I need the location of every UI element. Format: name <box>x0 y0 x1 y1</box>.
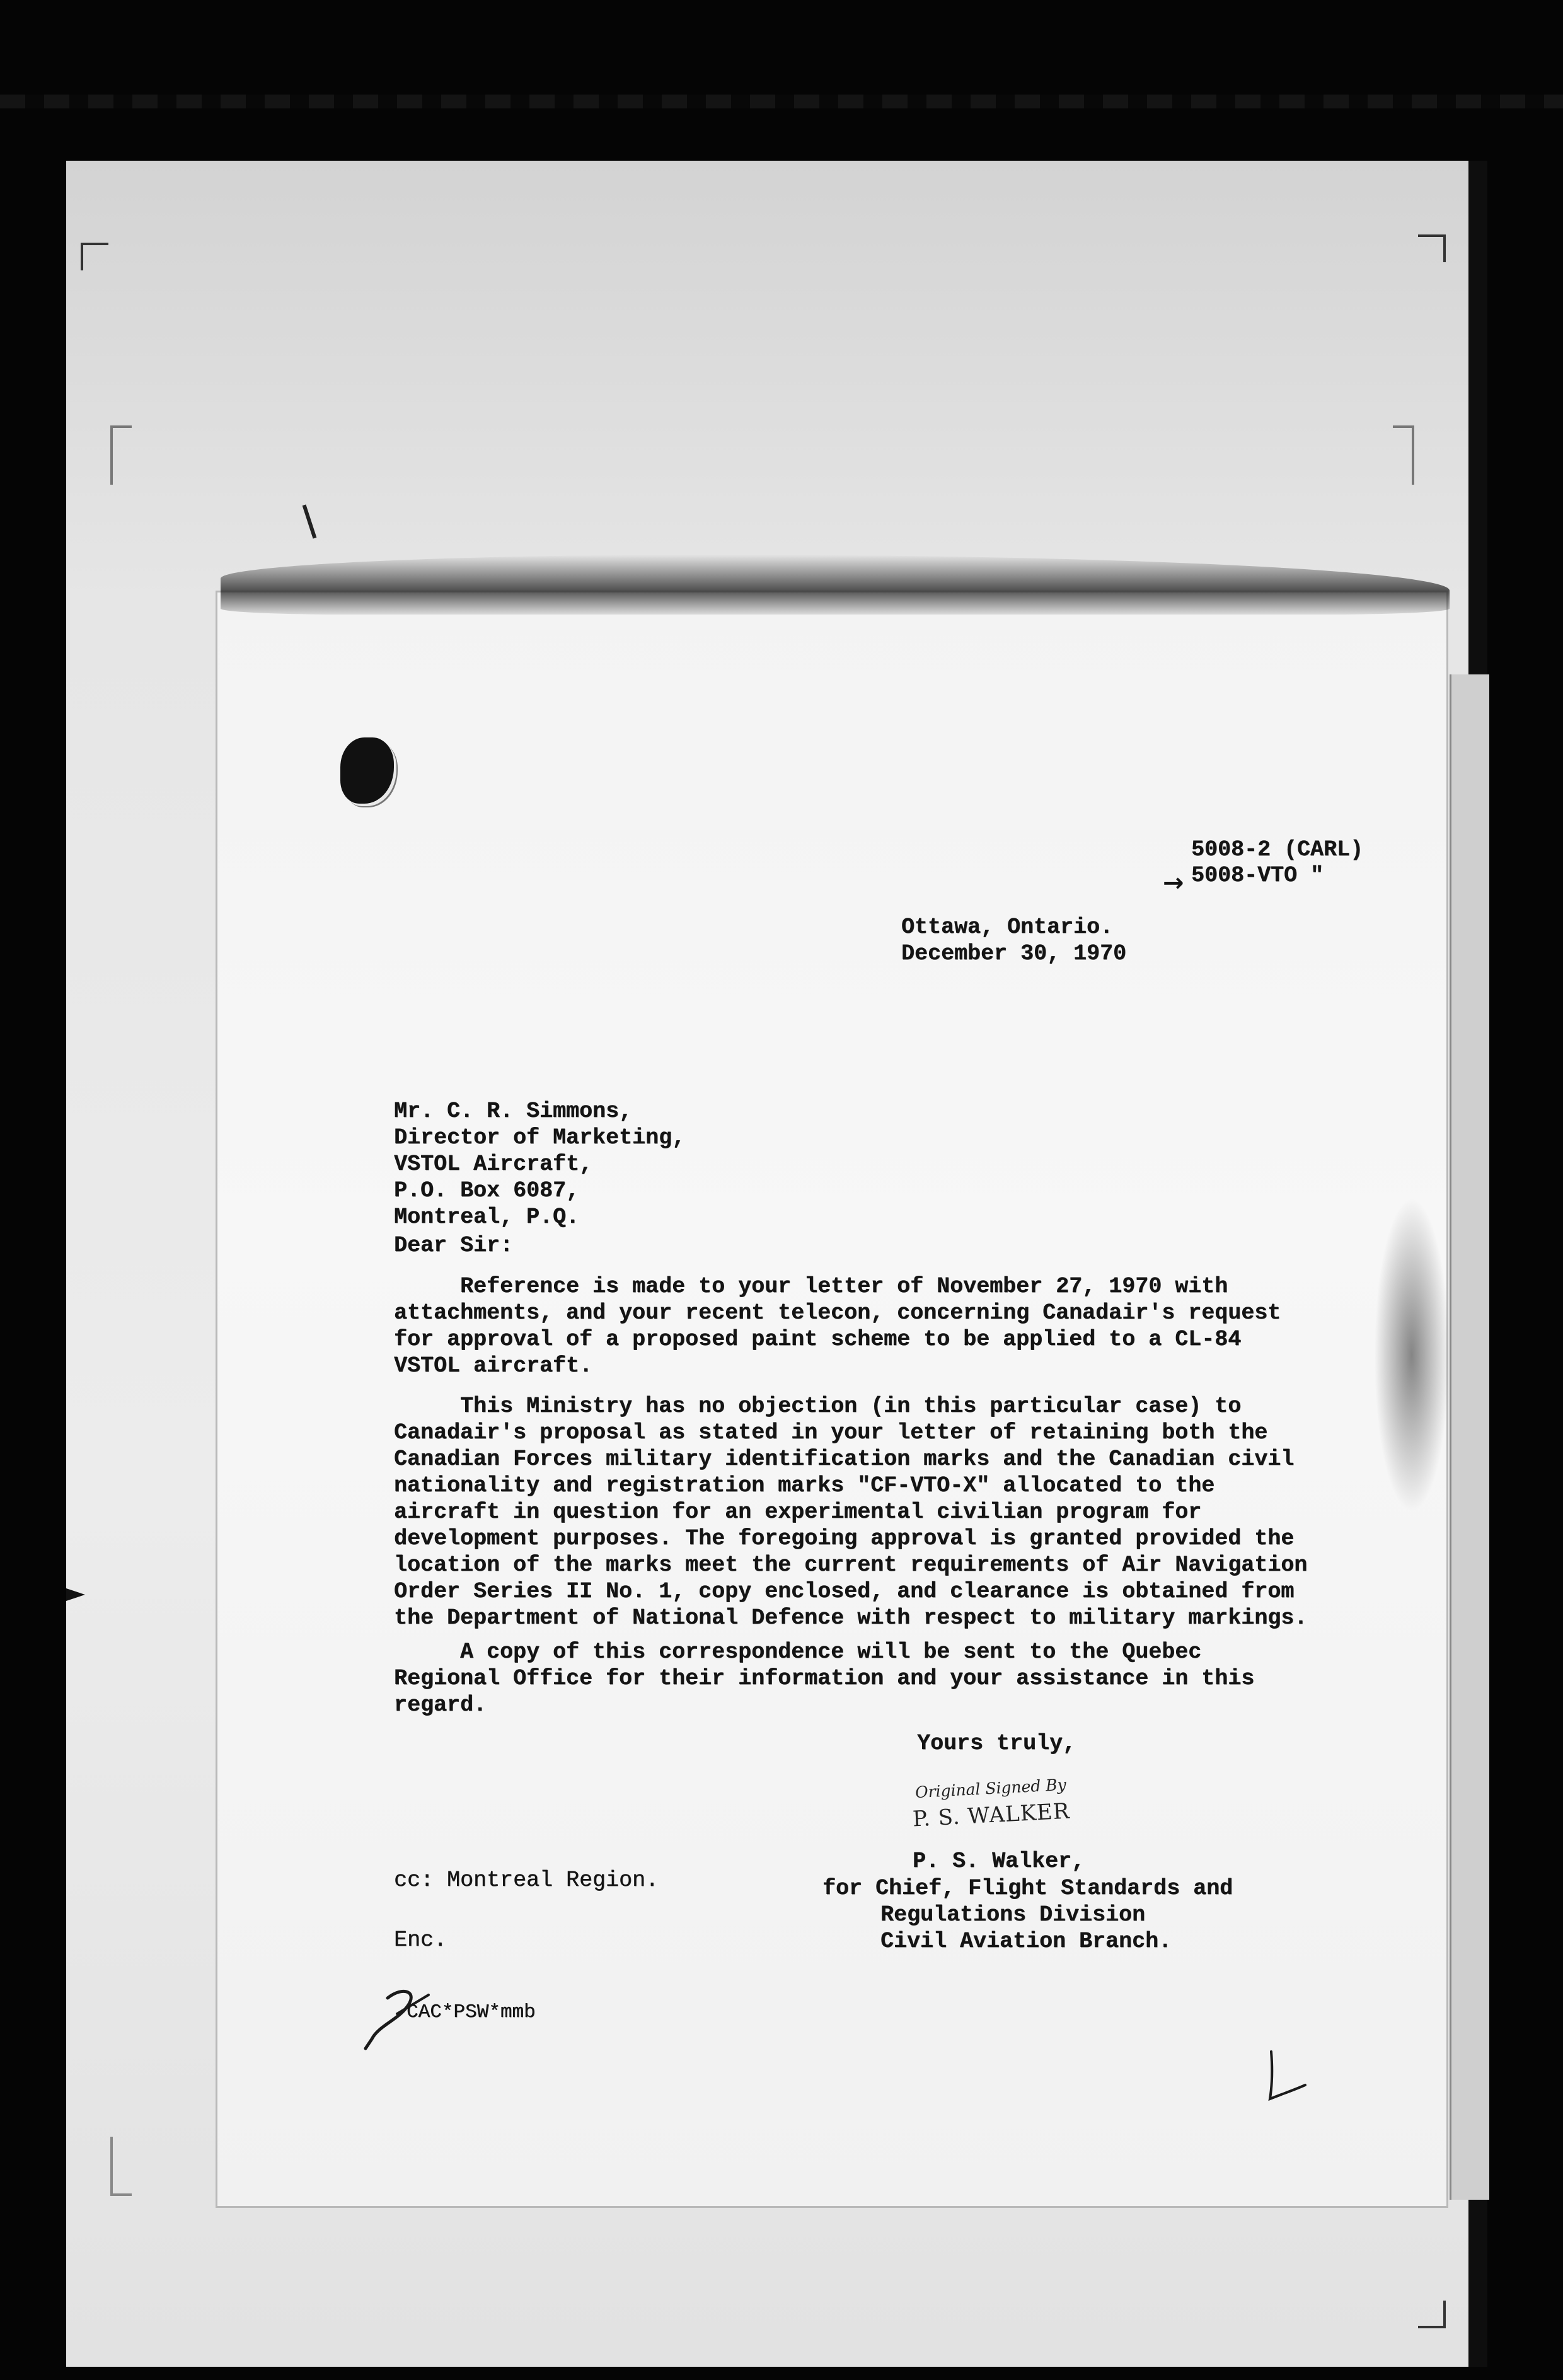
recipient-line: Mr. C. R. Simmons, <box>394 1099 633 1124</box>
typist-initials: CAC*PSW*mmb <box>407 2001 536 2023</box>
recipient-address <box>394 1098 685 1230</box>
bracket-mark-bottom-left <box>110 2137 132 2196</box>
recipient-line: Director of Marketing, <box>394 1125 686 1150</box>
bracket-mark-left <box>110 425 132 485</box>
signer-division: Regulations Division <box>880 1902 1146 1927</box>
corner-mark-top-left <box>81 243 108 270</box>
film-strip-edge <box>0 95 1563 108</box>
salutation: Dear Sir: <box>394 1233 514 1258</box>
closing: Yours truly, <box>917 1731 1076 1756</box>
corner-mark-bottom-right <box>1418 2301 1446 2328</box>
underlying-page-edge <box>1450 674 1489 2200</box>
page-smudge <box>1374 1198 1450 1513</box>
corner-mark-top-right <box>1418 234 1446 262</box>
arrow-mark-icon: → <box>1163 869 1184 898</box>
enclosure-note: Enc. <box>394 1927 447 1953</box>
signer-branch: Civil Aviation Branch. <box>880 1929 1172 1954</box>
carbon-copy-line: cc: Montreal Region. <box>394 1868 659 1893</box>
body-paragraph-3: A copy of this correspondence will be sent to the Quebec Regional Office for their information and your assistance in this regard. <box>394 1639 1255 1718</box>
letter-date: December 30, 1970 <box>901 941 1127 966</box>
recipient-line: VSTOL Aircraft, <box>394 1152 593 1177</box>
signature-stamp-name: P. S. WALKER <box>912 1798 1071 1832</box>
signature-stamp-line: Original Signed By <box>914 1775 1067 1802</box>
file-reference-2: 5008-VTO " <box>1191 863 1324 888</box>
signer-title: for Chief, Flight Standards and <box>822 1876 1233 1901</box>
file-reference-1: 5008-2 (CARL) <box>1191 837 1364 862</box>
handwritten-page-mark <box>1264 2048 1308 2105</box>
recipient-line: Montreal, P.Q. <box>394 1204 580 1230</box>
body-paragraph-1: Reference is made to your letter of November 27, 1970 with attachments, and your recent telecon, concerning Canadair's request for approval of a proposed paint scheme to be applied to a CL-84 VSTOL aircraft. <box>394 1274 1281 1378</box>
bracket-mark-right <box>1393 425 1414 485</box>
letter-place: Ottawa, Ontario. <box>901 915 1114 940</box>
body-paragraph-2: This Ministry has no objection (in this particular case) to Canadair's proposal as stated in your letter of retaining both the Canadian Forces military identification marks and the Canadian nationality and registration marks "CF-VTO-X" allocated to the aircraft in question for an experimental civilian program for development purposes. The foregoing approval is granted provided location of the marks meet the current requirements of Air Navigation Order Series II No. 1, copy enclosed, and clearance is obtained the Department of National Defence with respect to military markings. <box>394 1394 1308 1631</box>
signer-name: P. S. Walker, <box>913 1849 1085 1874</box>
recipient-line: P.O. Box 6087, <box>394 1178 580 1203</box>
